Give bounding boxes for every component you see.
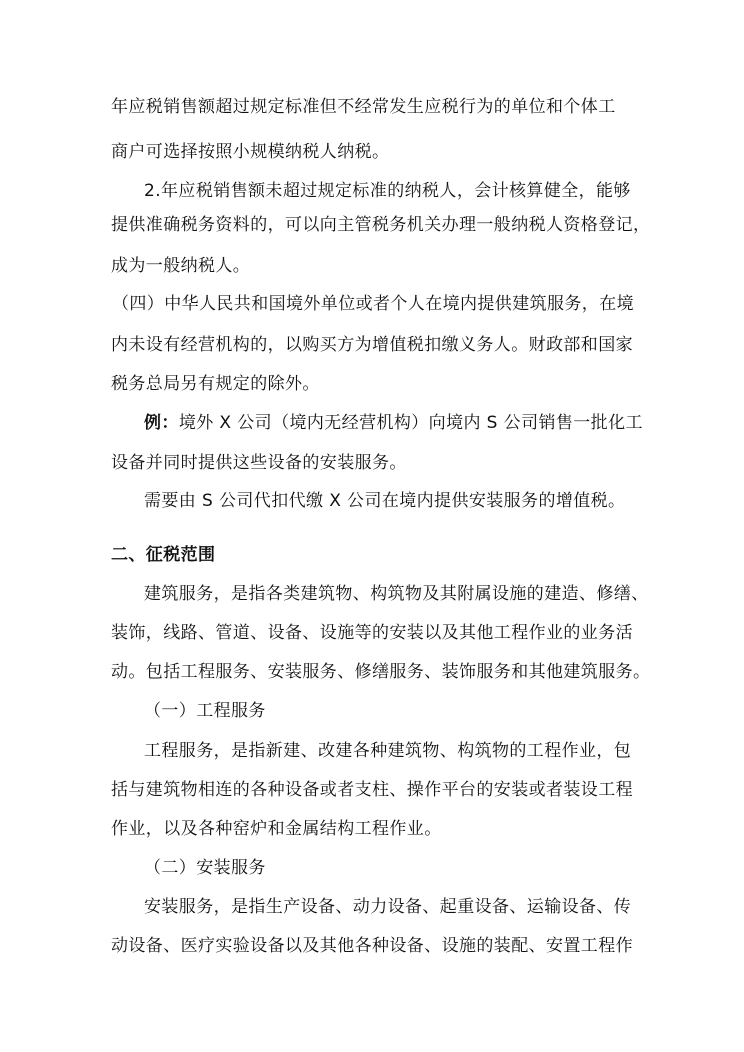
text-line: 动设备、医疗实验设备以及其他各种设备、设施的装配、安置工程作	[111, 936, 633, 956]
text-line: 安装服务，是指生产设备、动力设备、起重设备、运输设备、传	[144, 897, 632, 917]
text-line: 税务总局另有规定的除外。	[111, 374, 320, 394]
subsection-heading-installation: （二）安装服务	[144, 858, 266, 878]
section-heading-scope: 二、征税范围	[111, 545, 216, 565]
text-line: 成为一般纳税人。	[111, 256, 251, 276]
text-line: 设备并同时提供这些设备的安装服务。	[111, 453, 407, 473]
section-four-heading: （四）中华人民共和国境外单位或者个人在境内提供建筑服务，在境	[112, 294, 634, 314]
text-line: 括与建筑物相连的各种设备或者支柱、操作平台的安装或者装设工程	[111, 780, 633, 800]
text-line: 工程服务，是指新建、改建各种建筑物、构筑物的工程作业，包	[144, 741, 632, 761]
text-line: 2.年应税销售额未超过规定标准的纳税人，会计核算健全，能够	[144, 181, 631, 201]
text-line: 动。包括工程服务、安装服务、修缮服务、装饰服务和其他建筑服务。	[111, 662, 651, 682]
example-label: 例：	[144, 413, 179, 433]
text-line: 需要由 S 公司代扣代缴 X 公司在境内提供安装服务的增值税。	[144, 491, 626, 511]
text-line: 提供准确税务资料的，可以向主管税务机关办理一般纳税人资格登记，	[111, 215, 651, 235]
example-line	[144, 412, 643, 434]
text-line: 作业，以及各种窑炉和金属结构工程作业。	[111, 819, 442, 839]
text-line: 商户可选择按照小规模纳税人纳税。	[111, 142, 390, 162]
text-line: 内未设有经营机构的，以购买方为增值税扣缴义务人。财政部和国家	[111, 335, 633, 355]
text-line: 装饰，线路、管道、设备、设施等的安装以及其他工程作业的业务活	[111, 623, 633, 643]
text-line: 建筑服务，是指各类建筑物、构筑物及其附属设施的建造、修缮、	[144, 584, 649, 604]
example-text: 境外 X 公司（境内无经营机构）向境内 S 公司销售一批化工	[178, 413, 643, 433]
subsection-heading-engineering: （一）工程服务	[144, 701, 266, 721]
text-line: 年应税销售额超过规定标准但不经常发生应税行为的单位和个体工	[111, 97, 616, 117]
